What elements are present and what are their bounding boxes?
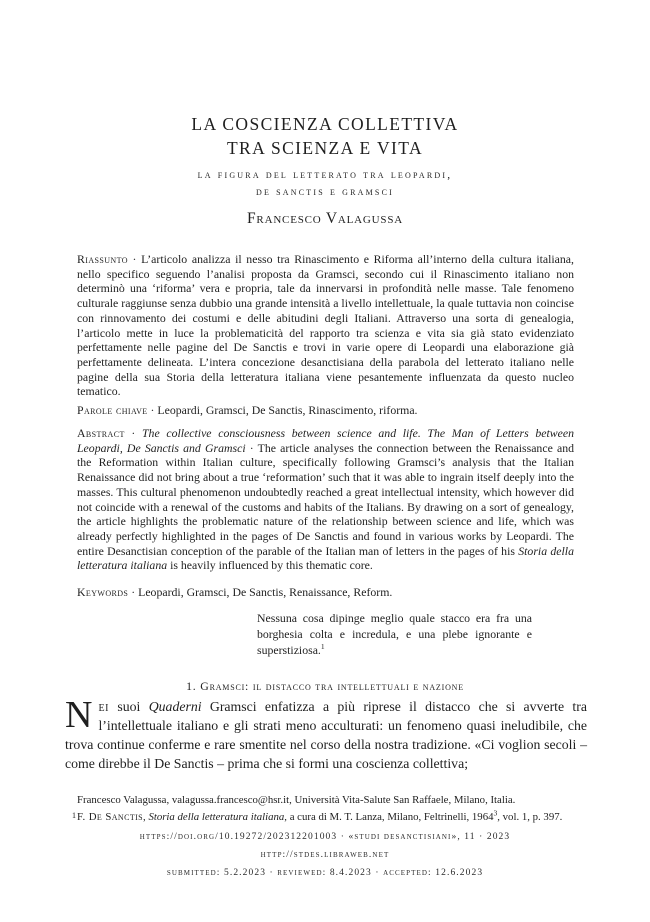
epigraph-text: Nessuna cosa dipinge meglio quale stacco era fra una borghesia colta e incredula, e una plebe ignorante e superstiziosa. bbox=[257, 611, 532, 657]
epigraph-footnote-ref[interactable]: 1 bbox=[320, 642, 325, 652]
article-subtitle-line-1: la figura del letterato tra leopardi, bbox=[197, 169, 453, 181]
epigraph-quote bbox=[257, 610, 532, 658]
footnote-1-author: F. De Sanctis bbox=[77, 811, 144, 823]
body-paragraph bbox=[65, 694, 587, 773]
journal-url[interactable]: http://stdes.libraweb.net bbox=[260, 850, 390, 860]
abstract-text: The article analyses the connection between the Renaissance and the Reformation within Italian culture, specifically following Gramsci’s analysis that the Italian Renaissance did not bring about a true ‘reformation’ such that it was able to ingrain itself deeply into the masses. This cultural phenomenon undoubtedly reached a great intellectual intensity, which however did not coincide with a renewal of the customs and habits of the Italians. By drawing on a sort of genealogy, the article highlights the problematic nature of the relationship between science and life, which was already perfectly highlighted in the pages of De Sanctis and found in various works by Leopardi. The entire Desanctisian conception of the parable of the Italian man of letters in the pages of his bbox=[77, 440, 574, 558]
footnote-1-rest: , a cura di M. T. Lanza, Milano, Feltrinelli, 1964 bbox=[284, 811, 494, 823]
body-first-word-rest: ei bbox=[98, 699, 110, 714]
footnote-1-number: 1 bbox=[72, 811, 76, 820]
body-text-b: Gramsci enfatizza a più riprese il distacco che si avverte tra l’intellettuale italiano e gli strati meno acculturati: un fenomeno quasi ineludibile, che trova continue conferme e rare smentite nel corso della nostra tradizione. «Ci voglion secoli – come direbbe il De Sanctis – prima che si formi una coscienza collettiva; bbox=[65, 699, 587, 771]
author-affiliation: Francesco Valagussa, valagussa.francesco@hsr.it, Università Vita-Salute San Raffaele, Milano, Italia. bbox=[77, 794, 516, 806]
abstract-english-title: The collective consciousness between science and life. The Man of Letters between Leopardi, De Sanctis and Gramsci bbox=[77, 426, 574, 455]
submission-dates: submitted: 5.2.2023 · reviewed: 8.4.2023 · accepted: 12.6.2023 bbox=[166, 868, 484, 878]
footnote-1-separator: , bbox=[143, 811, 149, 823]
parole-chiave-label: Parole chiave bbox=[77, 403, 148, 417]
footnote-1-edition: 3 bbox=[493, 808, 498, 818]
article-title-line-2: TRA SCIENZA E VITA bbox=[226, 138, 424, 158]
article-title-line-1: LA COSCIENZA COLLETTIVA bbox=[191, 114, 459, 134]
riassunto-separator: · bbox=[127, 252, 142, 266]
riassunto-label: Riassunto bbox=[77, 252, 128, 266]
article-subtitle-line-2: de sanctis e gramsci bbox=[256, 186, 394, 198]
keywords-line bbox=[77, 585, 574, 600]
keywords-separator: · bbox=[128, 585, 139, 599]
abstract-separator: · bbox=[124, 426, 142, 440]
abstract-separator-2: · bbox=[245, 440, 258, 455]
parole-chiave-text: Leopardi, Gramsci, De Sanctis, Rinascimento, riforma. bbox=[157, 403, 418, 417]
body-text-a: suoi bbox=[109, 699, 149, 714]
abstract-text-end: is heavily influenced by this thematic core. bbox=[167, 558, 373, 573]
doi-line[interactable]: https://doi.org/10.19272/202312201003 · «studi desanctisiani», 11 · 2023 bbox=[139, 832, 511, 842]
abstract-italic-work: Storia della letteratura italiana bbox=[77, 543, 574, 573]
author-name: Francesco Valagussa bbox=[247, 210, 403, 227]
riassunto-text: L’articolo analizza il nesso tra Rinascimento e Riforma all’interno della cultura italiana, nello specifico seguendo l’analisi proposta da Gramsci, secondo cui il Rinascimento italiano non determinò una ‘riforma’ vera e propria, tale da innervarsi in profondità nelle masse. Tale fenomeno culturale raggiunse senza dubbio una grande intensità a livello intellettuale, la quale tuttavia non coincise con rinnovamento dei costumi e delle abitudini degli Italiani. Attraverso una sorta di genealogia, l’articolo mette in luce la problematicità del rapporto tra scienza e vita sia già stato evidenziato perfettamente nelle pagine del De Sanctis e trovi in varie opere di Leopardi una elaborazione già perfettamente delineata. L’intera concezione desanctisiana della parabola del letterato italiano nelle pagine della sua Storia della letteratura italiana viene pesantemente influenzata da questo nucleo tematico. bbox=[77, 252, 574, 399]
body-italic-quaderni: Quaderni bbox=[148, 699, 202, 714]
keywords-text: Leopardi, Gramsci, De Sanctis, Renaissance, Reform. bbox=[138, 585, 393, 599]
section-heading: 1. Gramsci: il distacco tra intellettuali e nazione bbox=[186, 679, 464, 693]
parole-chiave-separator: · bbox=[147, 403, 158, 417]
footnote-1-title: Storia della letteratura italiana bbox=[148, 811, 285, 823]
footnote-1 bbox=[72, 808, 574, 824]
parole-chiave-line bbox=[77, 403, 574, 418]
riassunto-paragraph bbox=[77, 252, 574, 399]
drop-cap: N bbox=[65, 694, 93, 736]
abstract-paragraph bbox=[77, 426, 574, 573]
keywords-label: Keywords bbox=[77, 585, 129, 599]
abstract-label: Abstract bbox=[77, 426, 125, 440]
footnote-1-end: , vol. 1, p. 397. bbox=[497, 811, 563, 823]
